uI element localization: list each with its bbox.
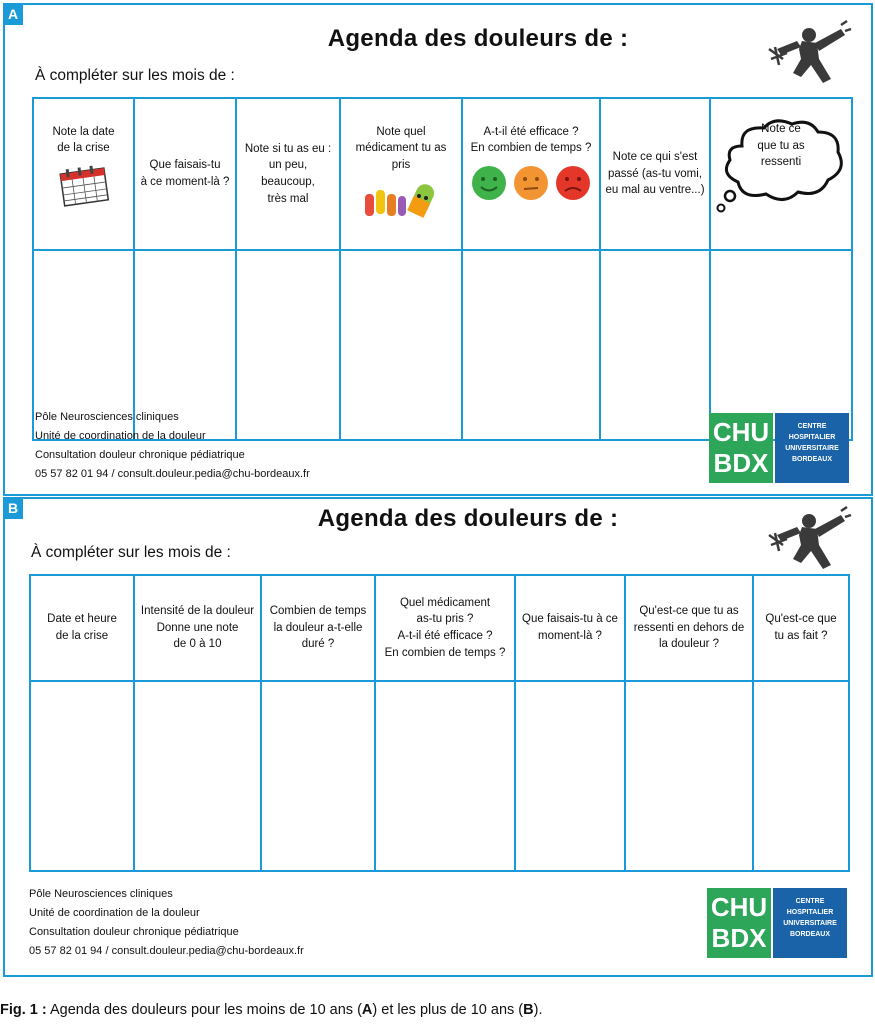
caption-ref-a: A (361, 1002, 373, 1018)
entry-cell[interactable] (600, 250, 710, 440)
entry-cell[interactable] (340, 250, 462, 440)
logo-line: BORDEAUX (789, 931, 831, 938)
header-date-heure (30, 575, 134, 681)
entry-cell[interactable] (134, 681, 261, 871)
header-medicament (340, 98, 462, 250)
header-efficacite-label: A-t-il été efficace ? En combien de temps ? (470, 125, 592, 155)
entry-cell[interactable] (515, 681, 625, 871)
caption-ref-b: B (523, 1002, 534, 1018)
header-ressenti-label: Qu'est-ce que tu as ressenti en dehors de la douleur ? (633, 604, 745, 651)
caption-text: ) et les plus de 10 ans ( (372, 1002, 524, 1018)
header-evenements (600, 98, 710, 250)
header-ressenti (625, 575, 753, 681)
logo-bdx-text: BDX (713, 448, 769, 478)
header-intensite-label: Intensité de la douleur Donne une note de 0 à 10 (140, 604, 255, 651)
pain-table-b (29, 574, 850, 872)
chu-bdx-logo (709, 413, 849, 483)
logo-chu-text: CHU (710, 892, 768, 922)
header-activite-label: Que faisais-tu à ce moment-là ? (140, 159, 230, 188)
footer-line: Consultation douleur chronique pédiatrique (29, 926, 239, 938)
header-activite (515, 575, 625, 681)
panel-a (3, 3, 873, 496)
footer-line: 05 57 82 01 94 / consult.douleur.pedia@chu-bordeaux.fr (29, 945, 304, 957)
footer-contact-a (35, 408, 310, 484)
entry-cell[interactable] (30, 681, 134, 871)
logo-line: UNIVERSITAIRE (785, 445, 839, 452)
entry-cell[interactable] (753, 681, 849, 871)
logo-chu-block (707, 888, 771, 958)
header-medicament-label: Note quel médicament tu as pris (355, 125, 447, 172)
header-date-crise (33, 98, 134, 250)
logo-line: HOSPITALIER (788, 434, 836, 441)
header-evenements-label: Note ce qui s'est passé (as-tu vomi, eu mal au ventre...) (605, 151, 705, 197)
panel-b-title: Agenda des douleurs de : (317, 505, 619, 532)
header-intensite-label: Note si tu as eu : un peu, beaucoup, très mal (244, 142, 332, 205)
chu-bdx-logo (707, 888, 847, 958)
logo-bdx-text: BDX (711, 923, 767, 953)
logo-line: HOSPITALIER (786, 909, 834, 916)
sad-face-icon (556, 166, 590, 200)
pain-figure-icon (757, 19, 853, 89)
logo-chu-text: CHU (712, 417, 770, 447)
logo-chu-block (709, 413, 773, 483)
footer-line: 05 57 82 01 94 / consult.douleur.pedia@chu-bordeaux.fr (35, 468, 310, 480)
logo-text-block (773, 888, 847, 958)
header-intensite (236, 98, 340, 250)
entry-cell[interactable] (625, 681, 753, 871)
panel-a-subtitle: À compléter sur les mois de : (35, 67, 235, 84)
pain-table-a (32, 97, 853, 441)
header-action (753, 575, 849, 681)
footer-line: Pôle Neurosciences cliniques (35, 411, 179, 423)
header-ressenti (710, 98, 852, 250)
panel-b-subtitle: À compléter sur les mois de : (31, 544, 231, 561)
header-date-crise-label: Note la date de la crise (52, 125, 115, 155)
footer-line: Consultation douleur chronique pédiatrique (35, 449, 245, 461)
logo-line: BORDEAUX (791, 456, 833, 463)
header-efficacite (462, 98, 600, 250)
panel-b (3, 497, 873, 977)
logo-line: CENTRE (797, 423, 827, 430)
header-duree-label: Combien de temps la douleur a-t-elle duré ? (269, 604, 367, 651)
entry-cell[interactable] (261, 681, 375, 871)
happy-face-icon (472, 166, 506, 200)
footer-line: Pôle Neurosciences cliniques (29, 888, 173, 900)
header-medicament-label: Quel médicament as-tu pris ? A-t-il été efficace ? En combien de temps ? (384, 596, 506, 659)
header-medicament (375, 575, 515, 681)
caption-text: Agenda des douleurs pour les moins de 10 ans ( (46, 1002, 362, 1018)
caption-prefix: Fig. 1 : (0, 1002, 47, 1018)
panel-label-a: A (3, 3, 23, 25)
logo-line: CENTRE (795, 898, 825, 905)
header-activite (134, 98, 236, 250)
header-date-heure-label: Date et heure de la crise (47, 613, 117, 642)
header-ressenti-label: Note ce que tu as ressenti (757, 123, 805, 169)
medication-pills-icon (359, 180, 443, 222)
neutral-face-icon (514, 166, 548, 200)
smiley-faces-icon (469, 163, 593, 203)
calendar-icon (56, 163, 112, 207)
caption-text: ). (533, 1002, 543, 1018)
header-action-label: Qu'est-ce que tu as fait ? (765, 613, 837, 642)
entry-cell[interactable] (375, 681, 515, 871)
figure-caption (0, 1002, 542, 1018)
header-intensite (134, 575, 261, 681)
panel-label-b: B (3, 497, 23, 519)
footer-line: Unité de coordination de la douleur (29, 907, 200, 919)
pain-figure-icon (757, 505, 853, 575)
entry-cell[interactable] (462, 250, 600, 440)
footer-contact-b (29, 885, 304, 961)
header-activite-label: Que faisais-tu à ce moment-là ? (522, 613, 618, 642)
logo-line: UNIVERSITAIRE (783, 920, 837, 927)
header-duree (261, 575, 375, 681)
logo-text-block (775, 413, 849, 483)
footer-line: Unité de coordination de la douleur (35, 430, 206, 442)
panel-a-title: Agenda des douleurs de : (327, 25, 629, 52)
entry-cell[interactable] (710, 250, 852, 440)
